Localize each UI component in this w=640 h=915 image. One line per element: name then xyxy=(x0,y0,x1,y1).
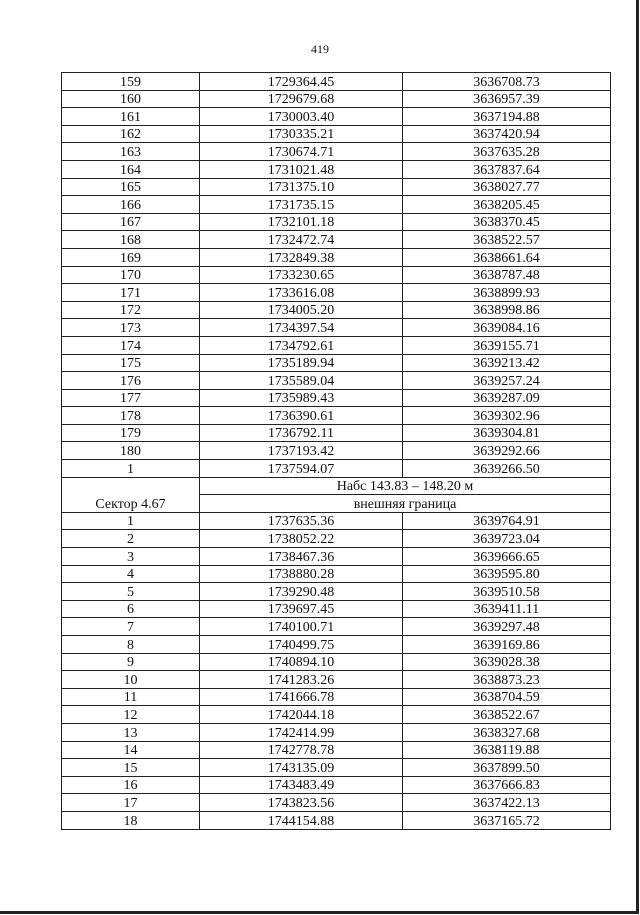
point-number: 12 xyxy=(62,706,200,724)
point-number: 9 xyxy=(62,653,200,671)
coordinate-y: 3638370.45 xyxy=(403,213,611,231)
coordinate-y: 3639666.65 xyxy=(403,548,611,566)
coordinate-y: 3637420.94 xyxy=(403,125,611,143)
point-number: 168 xyxy=(62,231,200,249)
coordinate-x: 1734005.20 xyxy=(200,301,403,319)
coordinate-x: 1733230.65 xyxy=(200,266,403,284)
coordinate-x: 1730674.71 xyxy=(200,143,403,161)
point-number: 172 xyxy=(62,301,200,319)
coordinate-x: 1733616.08 xyxy=(200,284,403,302)
point-number: 174 xyxy=(62,336,200,354)
coordinate-x: 1742414.99 xyxy=(200,723,403,741)
point-number: 163 xyxy=(62,143,200,161)
coordinate-x: 1731735.15 xyxy=(200,196,403,214)
coordinate-x: 1732101.18 xyxy=(200,213,403,231)
table-row xyxy=(62,389,611,407)
table-row xyxy=(62,231,611,249)
coordinate-x: 1732472.74 xyxy=(200,231,403,249)
point-number: 4 xyxy=(62,565,200,583)
point-number: 3 xyxy=(62,548,200,566)
table-row xyxy=(62,108,611,126)
point-number: 16 xyxy=(62,776,200,794)
coordinate-x: 1737635.36 xyxy=(200,512,403,530)
coordinate-x: 1738052.22 xyxy=(200,530,403,548)
coordinate-x: 1729364.45 xyxy=(200,73,403,91)
table-row xyxy=(62,90,611,108)
point-number: 8 xyxy=(62,636,200,654)
table-row xyxy=(62,583,611,601)
table-row xyxy=(62,125,611,143)
table-row xyxy=(62,530,611,548)
point-number: 164 xyxy=(62,160,200,178)
coordinate-y: 3639302.96 xyxy=(403,407,611,425)
coordinate-y: 3639084.16 xyxy=(403,319,611,337)
coordinate-x: 1731375.10 xyxy=(200,178,403,196)
coordinate-y: 3639028.38 xyxy=(403,653,611,671)
point-number: 170 xyxy=(62,266,200,284)
coordinate-y: 3638522.67 xyxy=(403,706,611,724)
coordinate-y: 3638522.57 xyxy=(403,231,611,249)
coordinate-y: 3638787.48 xyxy=(403,266,611,284)
table-row xyxy=(62,741,611,759)
coordinate-y: 3638998.86 xyxy=(403,301,611,319)
coordinate-x: 1734792.61 xyxy=(200,336,403,354)
page-number: 419 xyxy=(311,42,329,56)
coordinate-y: 3639595.80 xyxy=(403,565,611,583)
coordinate-y: 3639304.81 xyxy=(403,424,611,442)
table-row xyxy=(62,354,611,372)
coordinate-x: 1740499.75 xyxy=(200,636,403,654)
point-number: 179 xyxy=(62,424,200,442)
coordinate-x: 1730003.40 xyxy=(200,108,403,126)
point-number: 13 xyxy=(62,723,200,741)
coordinate-x: 1743483.49 xyxy=(200,776,403,794)
coordinate-y: 3639257.24 xyxy=(403,372,611,390)
coordinate-x: 1740100.71 xyxy=(200,618,403,636)
coordinate-y: 3639723.04 xyxy=(403,530,611,548)
coordinate-y: 3639266.50 xyxy=(403,460,611,478)
coordinate-y: 3637635.28 xyxy=(403,143,611,161)
coordinate-x: 1734397.54 xyxy=(200,319,403,337)
table-row xyxy=(62,319,611,337)
coordinate-x: 1735189.94 xyxy=(200,354,403,372)
coordinate-y: 3637194.88 xyxy=(403,108,611,126)
point-number: 160 xyxy=(62,90,200,108)
coordinate-y: 3639510.58 xyxy=(403,583,611,601)
point-number: 173 xyxy=(62,319,200,337)
table-row xyxy=(62,407,611,425)
coordinate-x: 1731021.48 xyxy=(200,160,403,178)
coordinate-x: 1739290.48 xyxy=(200,583,403,601)
table-row xyxy=(62,811,611,829)
table-row xyxy=(62,372,611,390)
table-row xyxy=(62,600,611,618)
table-row xyxy=(62,653,611,671)
coordinate-x: 1735989.43 xyxy=(200,389,403,407)
coordinate-y: 3638119.88 xyxy=(403,741,611,759)
table-row xyxy=(62,178,611,196)
point-number: 5 xyxy=(62,583,200,601)
point-number: 176 xyxy=(62,372,200,390)
point-number: 1 xyxy=(62,512,200,530)
coordinate-y: 3638205.45 xyxy=(403,196,611,214)
table-row xyxy=(62,512,611,530)
coordinate-x: 1744154.88 xyxy=(200,811,403,829)
table-row xyxy=(62,565,611,583)
coordinate-y: 3639213.42 xyxy=(403,354,611,372)
table-row xyxy=(62,160,611,178)
coordinate-x: 1743823.56 xyxy=(200,794,403,812)
table-row xyxy=(62,213,611,231)
point-number: 11 xyxy=(62,688,200,706)
coordinate-y: 3636708.73 xyxy=(403,73,611,91)
coordinate-y: 3638027.77 xyxy=(403,178,611,196)
table-row xyxy=(62,548,611,566)
coordinate-x: 1739697.45 xyxy=(200,600,403,618)
coordinate-y: 3637422.13 xyxy=(403,794,611,812)
point-number: 15 xyxy=(62,759,200,777)
coordinates-table xyxy=(61,72,611,830)
coordinate-y: 3639287.09 xyxy=(403,389,611,407)
coordinate-x: 1740894.10 xyxy=(200,653,403,671)
table-row xyxy=(62,284,611,302)
coordinate-x: 1737594.07 xyxy=(200,460,403,478)
table-row xyxy=(62,706,611,724)
table-row xyxy=(62,143,611,161)
table-row xyxy=(62,442,611,460)
coordinates-top-section xyxy=(62,73,611,478)
coordinate-x: 1735589.04 xyxy=(200,372,403,390)
point-number: 17 xyxy=(62,794,200,812)
point-number: 175 xyxy=(62,354,200,372)
coordinate-y: 3638704.59 xyxy=(403,688,611,706)
coordinate-x: 1736792.11 xyxy=(200,424,403,442)
point-number: 159 xyxy=(62,73,200,91)
table-row xyxy=(62,266,611,284)
coordinate-x: 1738880.28 xyxy=(200,565,403,583)
coordinate-x: 1730335.21 xyxy=(200,125,403,143)
sector-header-row xyxy=(62,477,611,495)
sector-height-range: Набс 143.83 – 148.20 м xyxy=(200,477,611,495)
sector-header xyxy=(62,477,611,512)
coordinates-bottom-section xyxy=(62,512,611,829)
point-number: 167 xyxy=(62,213,200,231)
coordinate-y: 3637165.72 xyxy=(403,811,611,829)
coordinate-x: 1742778.78 xyxy=(200,741,403,759)
coordinate-y: 3638899.93 xyxy=(403,284,611,302)
point-number: 177 xyxy=(62,389,200,407)
coordinate-y: 3639155.71 xyxy=(403,336,611,354)
coordinate-x: 1743135.09 xyxy=(200,759,403,777)
table-row xyxy=(62,688,611,706)
point-number: 171 xyxy=(62,284,200,302)
point-number: 169 xyxy=(62,248,200,266)
sector-name: Сектор 4.67 xyxy=(62,477,200,512)
table-row xyxy=(62,671,611,689)
coordinate-y: 3639411.11 xyxy=(403,600,611,618)
table-row xyxy=(62,776,611,794)
table-row xyxy=(62,196,611,214)
point-number: 1 xyxy=(62,460,200,478)
table-row xyxy=(62,73,611,91)
table-row xyxy=(62,336,611,354)
coordinate-y: 3638873.23 xyxy=(403,671,611,689)
coordinate-y: 3637899.50 xyxy=(403,759,611,777)
point-number: 162 xyxy=(62,125,200,143)
coordinate-x: 1741283.26 xyxy=(200,671,403,689)
coordinate-x: 1736390.61 xyxy=(200,407,403,425)
point-number: 166 xyxy=(62,196,200,214)
coordinate-y: 3638661.64 xyxy=(403,248,611,266)
table-row xyxy=(62,723,611,741)
point-number: 180 xyxy=(62,442,200,460)
point-number: 6 xyxy=(62,600,200,618)
coordinate-y: 3637837.64 xyxy=(403,160,611,178)
coordinate-x: 1732849.38 xyxy=(200,248,403,266)
coordinate-y: 3638327.68 xyxy=(403,723,611,741)
coordinate-x: 1738467.36 xyxy=(200,548,403,566)
coordinate-x: 1741666.78 xyxy=(200,688,403,706)
point-number: 2 xyxy=(62,530,200,548)
table-row xyxy=(62,618,611,636)
point-number: 165 xyxy=(62,178,200,196)
coordinate-y: 3639292.66 xyxy=(403,442,611,460)
coordinate-x: 1729679.68 xyxy=(200,90,403,108)
table-row xyxy=(62,248,611,266)
sector-boundary: внешняя граница xyxy=(200,495,611,513)
table-row xyxy=(62,301,611,319)
point-number: 7 xyxy=(62,618,200,636)
table-row xyxy=(62,460,611,478)
table-row xyxy=(62,636,611,654)
coordinate-y: 3636957.39 xyxy=(403,90,611,108)
coordinate-x: 1737193.42 xyxy=(200,442,403,460)
coordinate-y: 3639297.48 xyxy=(403,618,611,636)
coordinate-x: 1742044.18 xyxy=(200,706,403,724)
table-row xyxy=(62,759,611,777)
point-number: 161 xyxy=(62,108,200,126)
table-row xyxy=(62,794,611,812)
table-row xyxy=(62,424,611,442)
point-number: 178 xyxy=(62,407,200,425)
point-number: 18 xyxy=(62,811,200,829)
coordinate-y: 3637666.83 xyxy=(403,776,611,794)
coordinate-y: 3639169.86 xyxy=(403,636,611,654)
coordinate-y: 3639764.91 xyxy=(403,512,611,530)
point-number: 10 xyxy=(62,671,200,689)
point-number: 14 xyxy=(62,741,200,759)
